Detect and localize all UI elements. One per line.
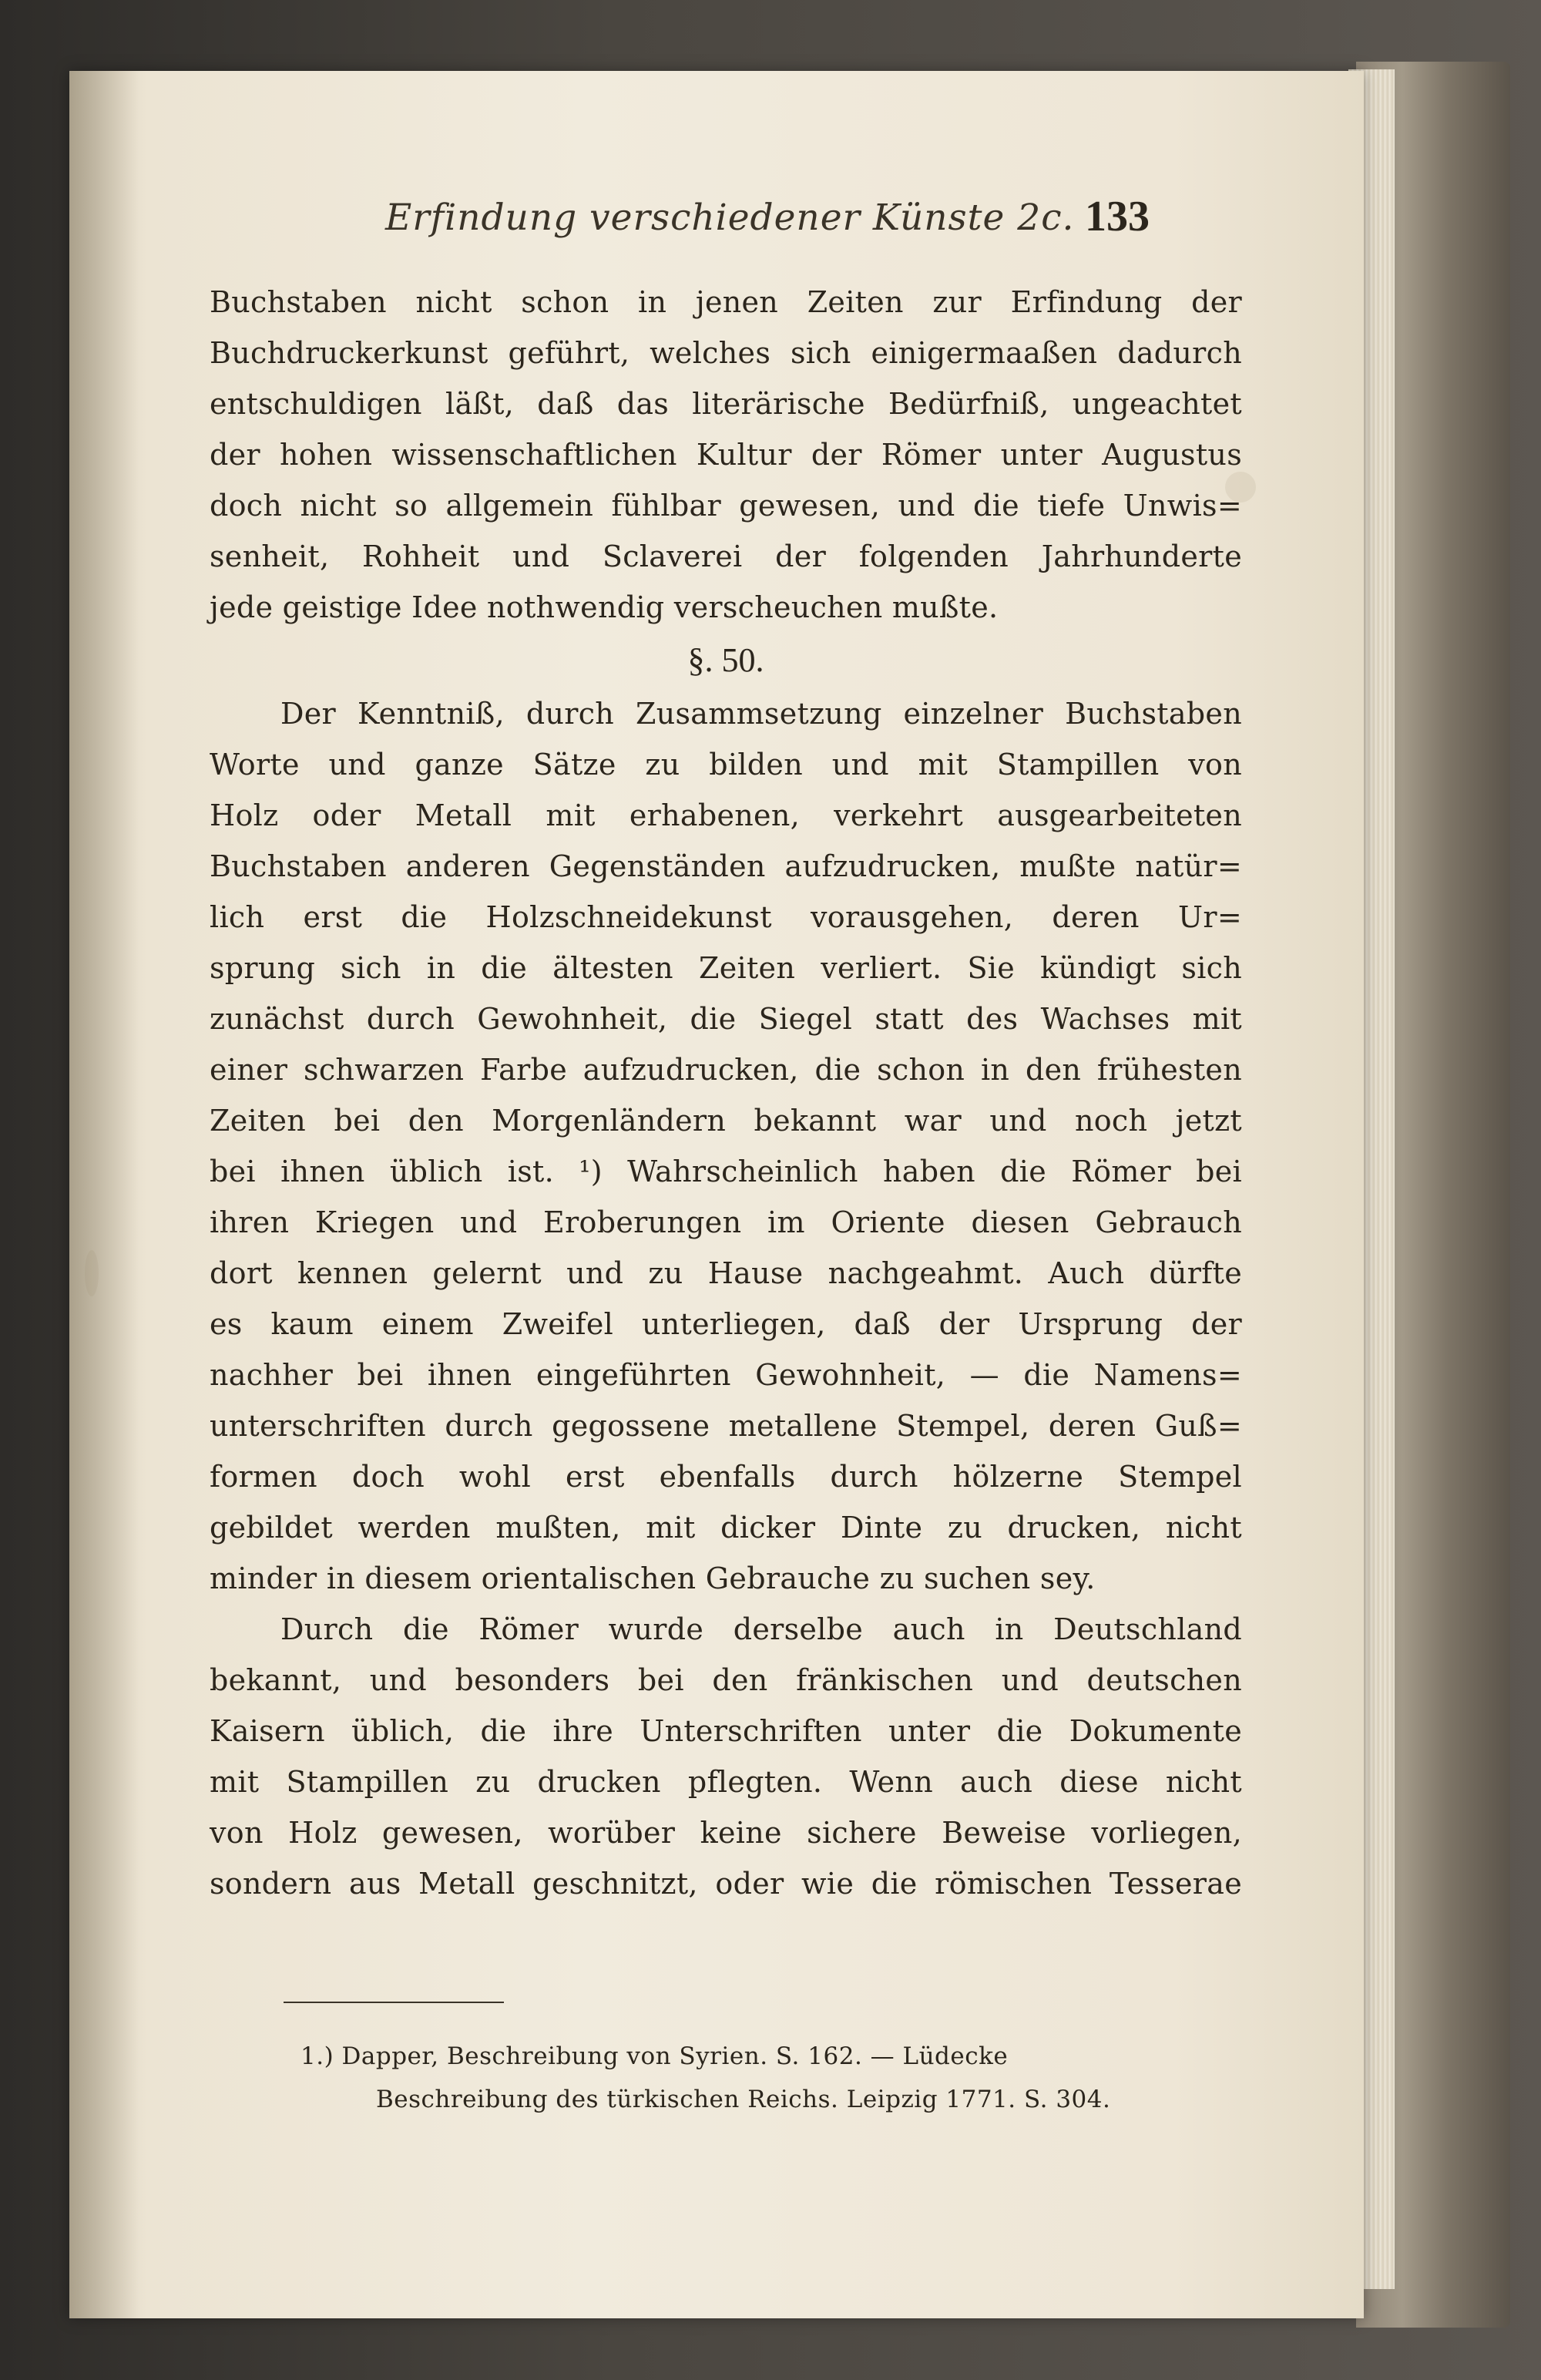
text-line: Holz oder Metall mit erhabenen, verkehrt ausgearbeiteten — [210, 798, 1242, 832]
text-line: der hohen wissenschaftlichen Kultur der Römer unter Augustus — [210, 438, 1242, 472]
text-line: mit Stampillen zu drucken pflegten. Wenn auch diese nicht — [210, 1765, 1242, 1799]
text-line: lich erst die Holzschneidekunst vorausgehen, deren Ur= — [210, 900, 1242, 934]
running-head: Erfindung verschiedener Künste 2c. — [385, 197, 1075, 239]
text-line: formen doch wohl erst ebenfalls durch hölzerne Stempel — [210, 1460, 1242, 1494]
text-line: unterschriften durch gegossene metallene Stempel, deren Guß= — [210, 1409, 1242, 1443]
text-line: Zeiten bei den Morgenländern bekannt war und noch jetzt — [210, 1104, 1242, 1138]
text-line: bei ihnen üblich ist. ¹) Wahrscheinlich haben die Römer bei — [210, 1155, 1242, 1188]
text-line: Buchdruckerkunst geführt, welches sich einigermaaßen dadurch — [210, 336, 1242, 370]
text-line: gebildet werden mußten, mit dicker Dinte zu drucken, nicht — [210, 1511, 1242, 1545]
footnotes — [300, 2035, 1256, 2121]
footnote-line: Beschreibung des türkischen Reichs. Leipzig 1771. S. 304. — [376, 2086, 1111, 2113]
book-page — [69, 71, 1364, 2318]
page-header — [69, 193, 1364, 258]
text-line: Worte und ganze Sätze zu bilden und mit Stampillen von — [210, 748, 1242, 782]
paragraph-2 — [210, 688, 1242, 1604]
text-line: sondern aus Metall geschnitzt, oder wie die römischen Tesserae — [210, 1867, 1242, 1901]
paragraph-1 — [210, 277, 1242, 633]
page-stain — [85, 1250, 99, 1296]
text-line: minder in diesem orientalischen Gebrauche zu suchen sey. — [210, 1561, 1096, 1595]
text-line: dort kennen gelernt und zu Hause nachgeahmt. Auch dürfte — [210, 1256, 1242, 1290]
text-line: Der Kenntniß, durch Zusammsetzung einzelner Buchstaben — [280, 697, 1242, 731]
footnote-rule — [284, 2002, 504, 2003]
paragraph-3 — [210, 1604, 1242, 1909]
text-line: doch nicht so allgemein fühlbar gewesen, und die tiefe Unwis= — [210, 489, 1242, 523]
text-line: zunächst durch Gewohnheit, die Siegel statt des Wachses mit — [210, 1002, 1242, 1036]
section-heading: §. 50. — [687, 641, 764, 679]
page-number: 133 — [1085, 193, 1150, 240]
text-line: senheit, Rohheit und Sclaverei der folgenden Jahrhunderte — [210, 540, 1242, 573]
text-line: bekannt, und besonders bei den fränkischen und deutschen — [210, 1663, 1242, 1697]
text-line: von Holz gewesen, worüber keine sichere Beweise vorliegen, — [210, 1816, 1242, 1850]
text-line: Durch die Römer wurde derselbe auch in Deutschland — [280, 1612, 1242, 1646]
footnote-line: 1.) Dapper, Beschreibung von Syrien. S. 162. — Lüdecke — [300, 2042, 1009, 2070]
text-line: entschuldigen läßt, daß das literärische Bedürfniß, ungeachtet — [210, 387, 1242, 421]
main-text — [210, 277, 1242, 1909]
text-line: nachher bei ihnen eingeführten Gewohnheit, — die Namens= — [210, 1358, 1242, 1392]
text-line: einer schwarzen Farbe aufzudrucken, die schon in den frühesten — [210, 1053, 1242, 1087]
text-line: Buchstaben nicht schon in jenen Zeiten zur Erfindung der — [210, 285, 1242, 319]
text-line: jede geistige Idee nothwendig verscheuchen mußte. — [210, 590, 999, 624]
text-line: sprung sich in die ältesten Zeiten verliert. Sie kündigt sich — [210, 951, 1242, 985]
gutter-shadow — [69, 71, 139, 2318]
text-line: Buchstaben anderen Gegenständen aufzudrucken, mußte natür= — [210, 849, 1242, 883]
text-line: es kaum einem Zweifel unterliegen, daß der Ursprung der — [210, 1307, 1242, 1341]
text-line: ihren Kriegen und Eroberungen im Oriente diesen Gebrauch — [210, 1205, 1242, 1239]
text-line: Kaisern üblich, die ihre Unterschriften unter die Dokumente — [210, 1714, 1242, 1748]
